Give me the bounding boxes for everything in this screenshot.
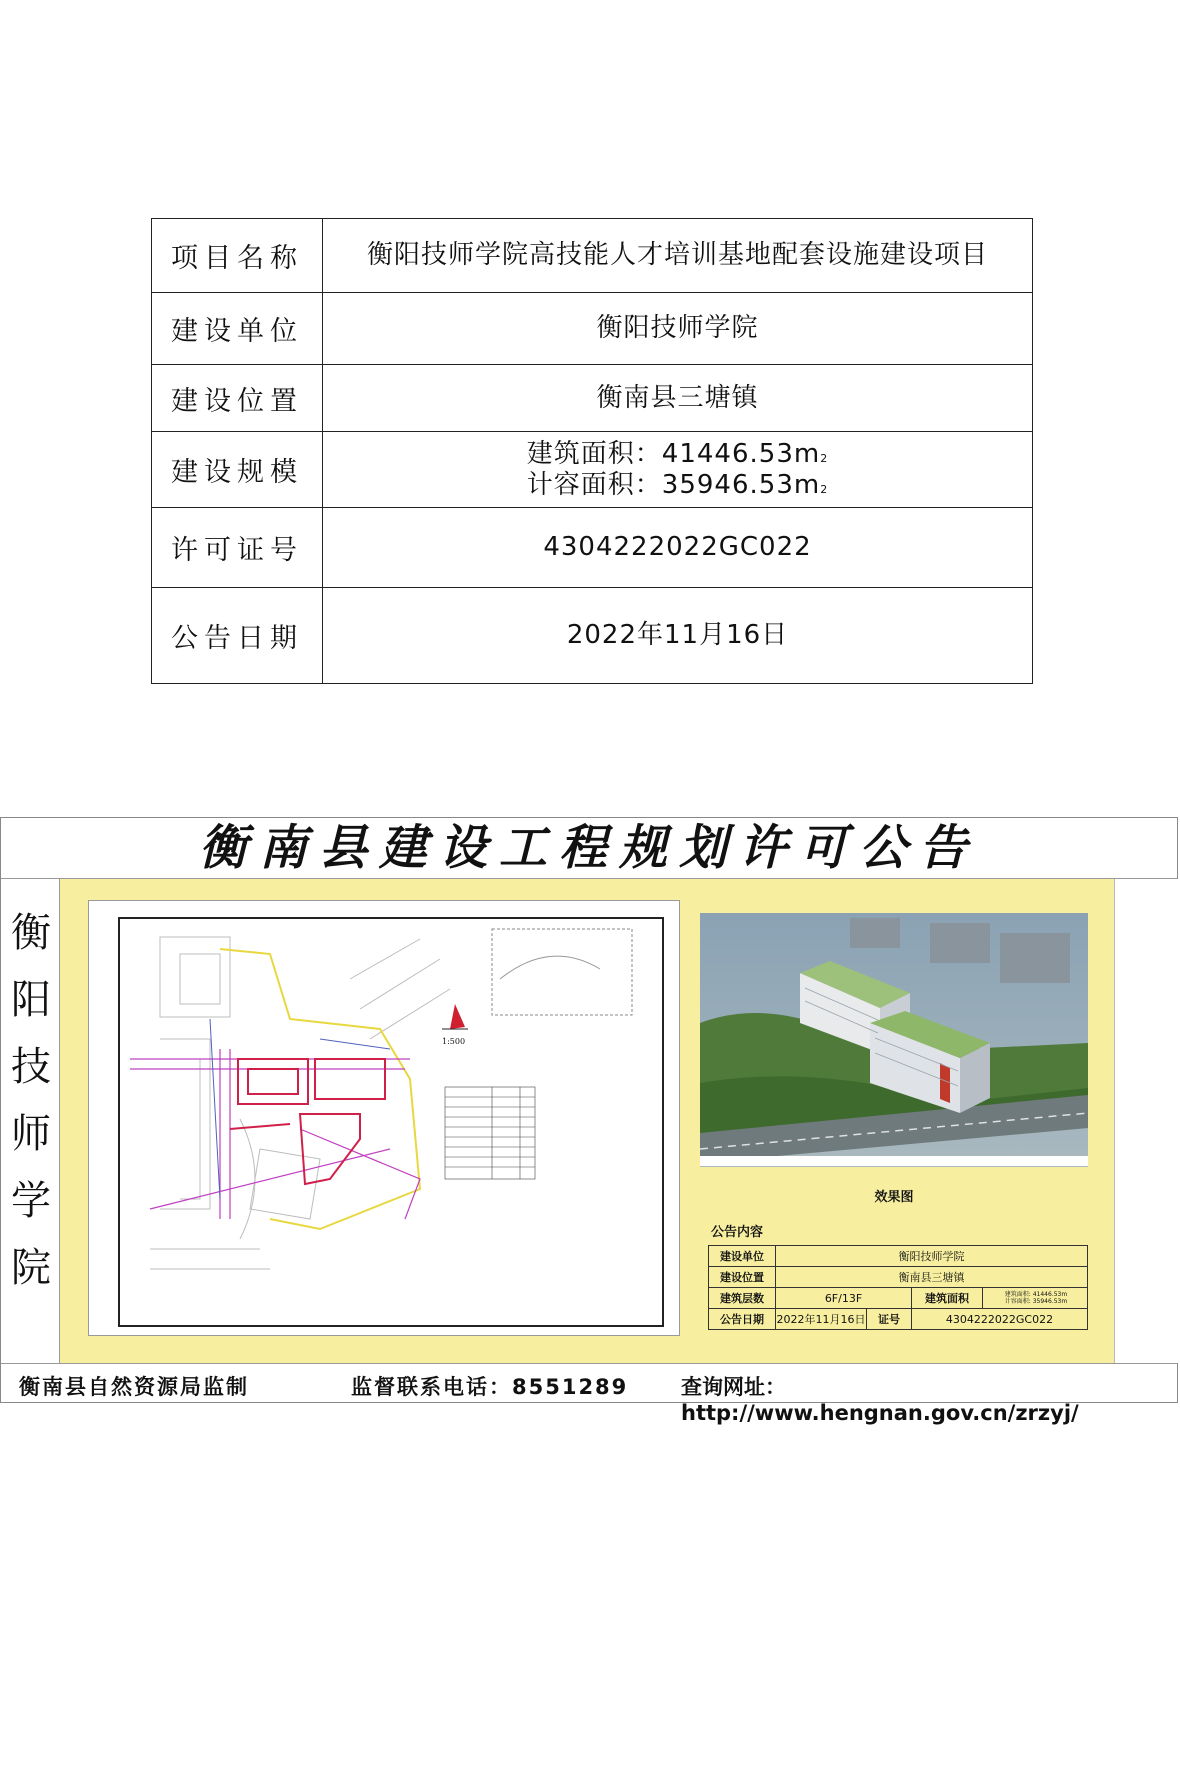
site-plan-drawing	[120, 919, 662, 1325]
board-title: 衡南县建设工程规划许可公告	[198, 820, 979, 876]
label-notice-date: 公告日期	[152, 588, 323, 684]
mini-value-area: 建筑面积: 41446.53m 计容面积: 35946.53m	[983, 1288, 1088, 1309]
value-location: 衡南县三塘镇	[323, 365, 1033, 432]
label-permit-no: 许可证号	[152, 508, 323, 588]
side-char: 技	[11, 1044, 51, 1090]
side-char: 衡	[11, 910, 51, 956]
rendering-bottom-border	[700, 1156, 1088, 1166]
mini-label-area: 建筑面积	[912, 1288, 983, 1309]
label-location: 建设位置	[152, 365, 323, 432]
mini-value-permit: 4304222022GC022	[912, 1309, 1088, 1330]
label-scale: 建设规模	[152, 432, 323, 508]
board-margin	[1114, 879, 1178, 1363]
side-char: 师	[11, 1111, 51, 1157]
value-building-area: 建筑面积：41446.53m	[526, 438, 821, 469]
side-char: 学	[11, 1178, 51, 1224]
mini-value-unit: 衡阳技师学院	[776, 1246, 1088, 1267]
board-footer	[1, 1363, 1177, 1425]
value-project-name: 衡阳技师学院高技能人才培训基地配套设施建设项目	[323, 219, 1033, 293]
mini-value-location: 衡南县三塘镇	[776, 1267, 1088, 1288]
project-info-table	[151, 218, 1033, 684]
rendering-caption: 效果图	[874, 1190, 914, 1205]
mini-value-floors: 6F/13F	[776, 1288, 912, 1309]
mini-label-date: 公告日期	[709, 1309, 776, 1330]
footer-supervisor: 衡南县自然资源局监制	[19, 1375, 249, 1399]
notice-content-label: 公告内容	[711, 1225, 764, 1240]
site-plan	[118, 917, 664, 1327]
notice-summary-table	[708, 1245, 1088, 1330]
side-char: 阳	[11, 977, 51, 1023]
footer-url: 查询网址：http://www.hengnan.gov.cn/zrzyj/	[681, 1375, 1079, 1425]
mini-label-unit: 建设单位	[709, 1246, 776, 1267]
mini-label-permit: 证号	[867, 1309, 912, 1330]
mini-label-floors: 建筑层数	[709, 1288, 776, 1309]
label-builder: 建设单位	[152, 293, 323, 365]
value-plot-area: 计容面积：35946.53m	[526, 469, 821, 500]
side-char: 院	[11, 1245, 51, 1291]
rendering-image	[700, 913, 1088, 1167]
rendering-illustration	[700, 913, 1088, 1167]
mini-value-date: 2022年11月16日	[776, 1309, 867, 1330]
footer-phone: 监督联系电话：8551289	[351, 1375, 629, 1399]
plan-scale: 1:500	[442, 1037, 466, 1046]
mini-label-location: 建设位置	[709, 1267, 776, 1288]
vertical-school-name	[1, 879, 60, 1363]
value-builder: 衡阳技师学院	[323, 293, 1033, 365]
label-project-name: 项目名称	[152, 219, 323, 293]
value-notice-date: 2022年11月16日	[323, 588, 1033, 684]
value-permit-no: 4304222022GC022	[323, 508, 1033, 588]
value-scale: 建筑面积：$41446.53m^2$ 计容面积：$35946.53m^2$	[323, 432, 1033, 508]
